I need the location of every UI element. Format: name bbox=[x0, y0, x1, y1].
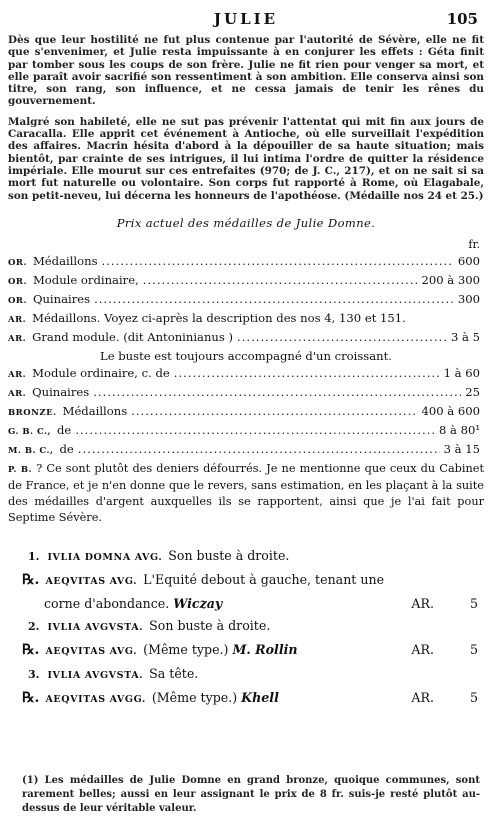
price-label: de bbox=[57, 422, 72, 437]
medal-price: 5 bbox=[469, 642, 478, 658]
price-value: 200 à 300 bbox=[421, 272, 480, 287]
dot-leader bbox=[143, 272, 418, 289]
dot-leader bbox=[131, 403, 417, 420]
price-value: 1 à 60 bbox=[443, 365, 480, 380]
medal-reverse bbox=[8, 687, 484, 711]
metal-abbr: OR. bbox=[8, 257, 27, 268]
dot-leader bbox=[102, 253, 454, 270]
price-row bbox=[8, 384, 484, 403]
page-number: 105 bbox=[446, 10, 478, 28]
medal-legend: IVLIA AVGVSTA. bbox=[47, 670, 144, 682]
reverse-symbol: ℞. bbox=[22, 642, 40, 659]
metal-abbr: AR. bbox=[8, 388, 27, 399]
price-value: 400 à 600 bbox=[421, 403, 480, 418]
medal-reverse bbox=[8, 569, 484, 593]
metal-abbr: M. B. C., bbox=[8, 445, 54, 456]
price-label: Quinaires bbox=[32, 291, 91, 306]
medal-description: (Même type.) bbox=[151, 690, 238, 706]
price-value: 3 à 5 bbox=[450, 329, 480, 344]
price-row bbox=[8, 403, 484, 422]
medal-description: Son buste à droite. bbox=[168, 548, 290, 564]
medal-description: (Même type.) bbox=[143, 642, 229, 658]
medal-obverse bbox=[8, 545, 484, 569]
price-value: 3 à 15 bbox=[443, 441, 480, 456]
metal-abbr: AR. bbox=[8, 314, 27, 325]
dot-leader bbox=[75, 422, 435, 439]
price-row bbox=[8, 272, 484, 291]
medal-list bbox=[8, 545, 484, 711]
price-label: de bbox=[59, 441, 74, 456]
running-title: JULIE bbox=[213, 10, 279, 28]
metal-abbr: OR. bbox=[8, 276, 27, 287]
footnote: (1) Les médailles de Julie Domne en grand bronze, quoique communes, sont rarement belles; aussi en leur assignant le prix de 8 fr. suis-je resté plutôt au-dessus de leur véritable valeur. bbox=[22, 775, 480, 814]
price-value: 25 bbox=[465, 384, 480, 399]
metal-abbr: BRONZE. bbox=[8, 407, 57, 418]
dot-leader bbox=[94, 291, 454, 308]
dot-leader bbox=[93, 384, 461, 401]
price-row bbox=[8, 365, 484, 384]
medal-description: Son buste à droite. bbox=[149, 618, 271, 634]
price-section-title: Prix actuel des médailles de Julie Domne. bbox=[116, 215, 376, 230]
petit-bronze-note bbox=[8, 461, 484, 525]
croissant-note: Le buste est toujours accompagné d'un croissant. bbox=[100, 348, 392, 363]
pb-text: ? Ce sont plutôt des deniers défourrés. Je ne mentionne que ceux du Cabinet de France, et je n'en donne que le revers, sans estimation, en les plaçant à la suite des médailles d'argent auxquelles ils se rapportent, ainsi que je l'ai fait pour Septime Sévère. bbox=[8, 461, 485, 524]
medal-price: 5 bbox=[469, 596, 478, 612]
price-row bbox=[8, 310, 484, 329]
dot-leader bbox=[174, 365, 440, 382]
price-label: Médaillons bbox=[62, 403, 128, 418]
medal-description: Sa tête. bbox=[149, 666, 199, 682]
price-row bbox=[8, 253, 484, 272]
page-header bbox=[8, 6, 484, 34]
dot-leader bbox=[78, 441, 440, 458]
reverse-symbol: ℞. bbox=[22, 572, 40, 589]
collection-name: Khell bbox=[241, 690, 279, 706]
price-list-a bbox=[8, 253, 484, 348]
price-label: Module ordinaire, c. de bbox=[32, 365, 170, 380]
price-row bbox=[8, 422, 484, 441]
medal-obverse bbox=[8, 615, 484, 639]
price-value: 600 bbox=[457, 253, 480, 268]
metal-code: AR. bbox=[411, 642, 434, 658]
medal-description: L'Equité debout à gauche, tenant une bbox=[143, 572, 385, 588]
price-unit: fr. bbox=[468, 237, 480, 251]
medal-legend: AEQVITAS AVG. bbox=[45, 646, 138, 658]
price-label: Grand module. (dit Antoninianus ) bbox=[32, 329, 234, 344]
price-row bbox=[8, 291, 484, 310]
price-label: Médaillons. Voyez ci-après la description des nos 4, 130 et 151. bbox=[32, 310, 406, 325]
medal-reverse-continued bbox=[8, 593, 484, 615]
price-row bbox=[8, 329, 484, 348]
price-label: Module ordinaire, bbox=[32, 272, 139, 287]
metal-abbr: OR. bbox=[8, 295, 27, 306]
paragraph-1: Dès que leur hostilité ne fut plus contenue par l'autorité de Sévère, elle ne fit que s'envenimer, et Julie resta impuissante à en conjurer les effets : Géta finit par tomber sous les coups de son frère. Julie ne fit rien pour venger sa mort, et elle paraît avoir sacrifié son ressentiment à son ambition. Elle conserva ainsi son titre, son rang, son influence, et ne cessa jamais de tenir les rênes du gouvernement. bbox=[8, 34, 484, 108]
medal-description-cont: corne d'abondance. bbox=[44, 596, 170, 612]
metal-code: AR. bbox=[411, 690, 434, 706]
price-label: Quinaires bbox=[32, 384, 90, 399]
metal-abbr: AR. bbox=[8, 333, 27, 344]
medal-legend: IVLIA AVGVSTA. bbox=[47, 622, 144, 634]
metal-abbr: P. B. bbox=[8, 464, 33, 475]
price-label: Médaillons bbox=[32, 253, 98, 268]
medal-number: 2. bbox=[28, 620, 40, 634]
medal-obverse bbox=[8, 663, 484, 687]
medal-legend: IVLIA DOMNA AVG. bbox=[47, 552, 163, 564]
metal-abbr: G. B. C., bbox=[8, 426, 52, 437]
price-value: 8 à 80¹ bbox=[438, 422, 480, 437]
price-list-b bbox=[8, 365, 484, 460]
medal-legend: AEQVITAS AVGG. bbox=[45, 694, 146, 706]
price-row bbox=[8, 441, 484, 460]
medal-number: 1. bbox=[28, 550, 40, 564]
medal-price: 5 bbox=[469, 690, 478, 706]
collection-name: M. Rollin bbox=[232, 642, 298, 658]
reverse-symbol: ℞. bbox=[22, 690, 40, 707]
price-value: 300 bbox=[457, 291, 480, 306]
paragraph-2: Malgré son habileté, elle ne sut pas prévenir l'attentat qui mit fin aux jours de Caracalla. Elle apprit cet événement à Antioche, où elle surveillait l'expédition des affaires. Macrin hésita d'abord à la dépouiller de sa haute situation; mais bientôt, par crainte de ses intrigues, il lui intima l'ordre de quitter la résidence impériale. Elle mourut sur ces entrefaites (970; de J. C., 217), et on ne sait si sa mort fut naturelle ou volontaire. Son corps fut rapporté à Rome, où Elagabale, son petit-neveu, lui décerna les honneurs de l'apothéose. (Médaille nos 24 et 25.) bbox=[8, 115, 484, 202]
metal-code: AR. bbox=[411, 596, 434, 612]
dot-leader bbox=[237, 329, 447, 346]
collection-name: Wiczay bbox=[173, 596, 223, 612]
medal-number: 3. bbox=[28, 668, 40, 682]
medal-legend: AEQVITAS AVG. bbox=[45, 576, 138, 588]
metal-abbr: AR. bbox=[8, 369, 27, 380]
medal-reverse bbox=[8, 639, 484, 663]
